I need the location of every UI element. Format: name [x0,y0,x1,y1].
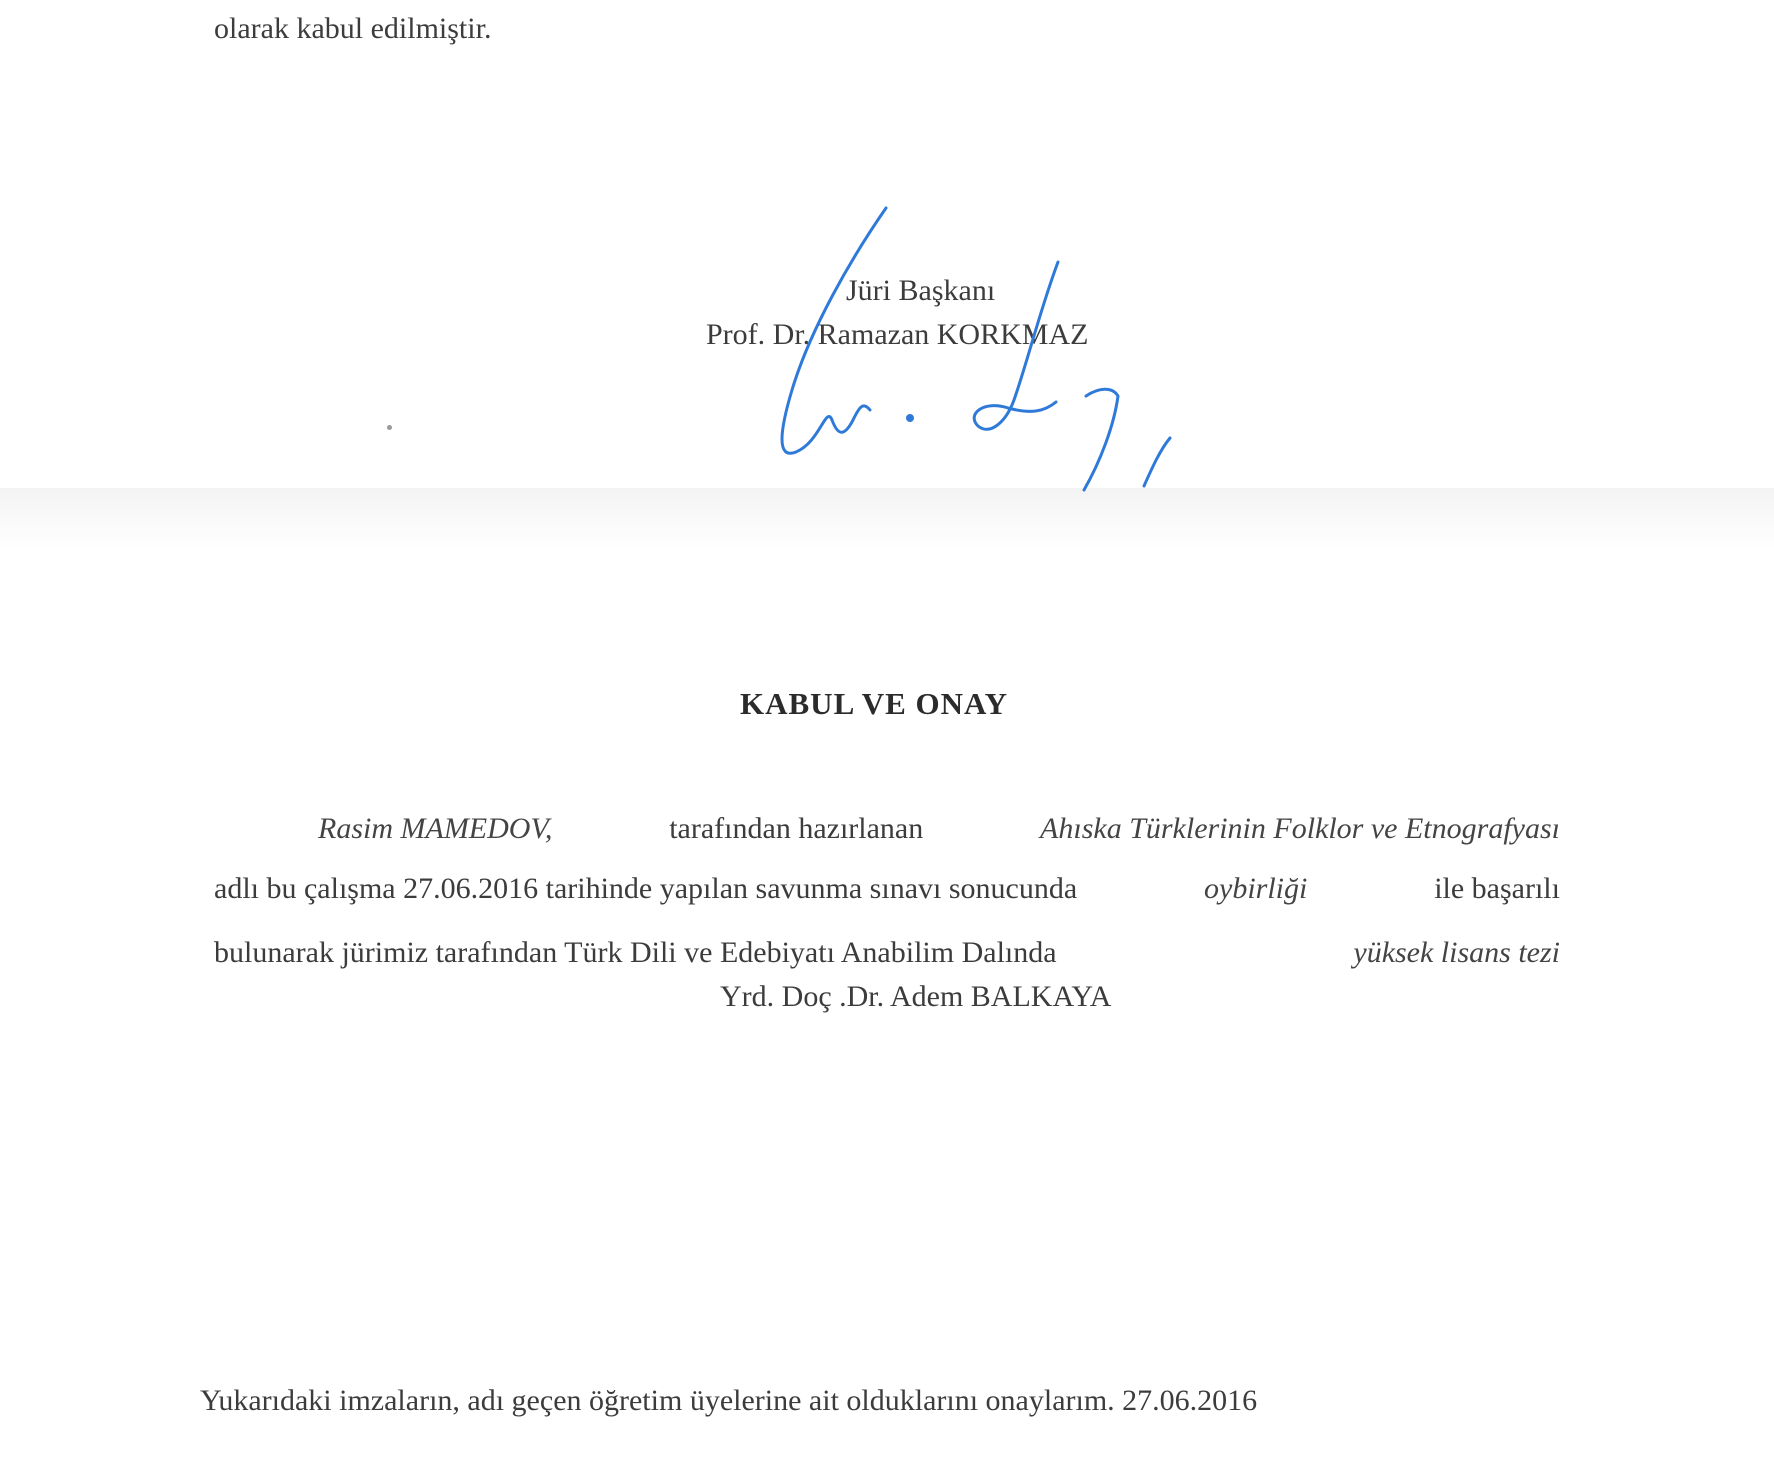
paragraph-line-2 [214,872,1560,906]
advisor-name: Yrd. Doç .Dr. Adem BALKAYA [720,980,1112,1013]
scan-speck [387,425,392,430]
result-text: ile başarılı [1434,872,1560,905]
prepared-by-text: tarafından hazırlanan [669,812,924,845]
degree-text: yüksek lisans tezi [1353,936,1560,969]
section-heading: KABUL VE ONAY [740,686,1008,721]
intro-text: olarak kabul edilmiştir. [214,12,492,45]
paragraph-line-1 [318,812,1560,846]
handwritten-signature [740,200,1200,500]
jury-chair-title: Jüri Başkanı [846,274,996,307]
defense-text: adlı bu çalışma 27.06.2016 tarihinde yapılan savunma sınavı sonucunda [214,872,1078,905]
jury-chair-name: Prof. Dr. Ramazan KORKMAZ [706,318,1089,351]
decision-text: oybirliği [1204,872,1308,905]
approval-footer: Yukarıdaki imzaların, adı geçen öğretim üyelerine ait olduklarını onaylarım. 27.06.2016 [200,1384,1258,1417]
thesis-title: Ahıska Türklerinin Folklor ve Etnografyası [1040,812,1560,845]
paragraph-line-3 [214,936,1560,970]
department-text: bulunarak jürimiz tarafından Türk Dili ve Edebiyatı Anabilim Dalında [214,936,1057,969]
candidate-name: Rasim MAMEDOV, [318,812,553,845]
